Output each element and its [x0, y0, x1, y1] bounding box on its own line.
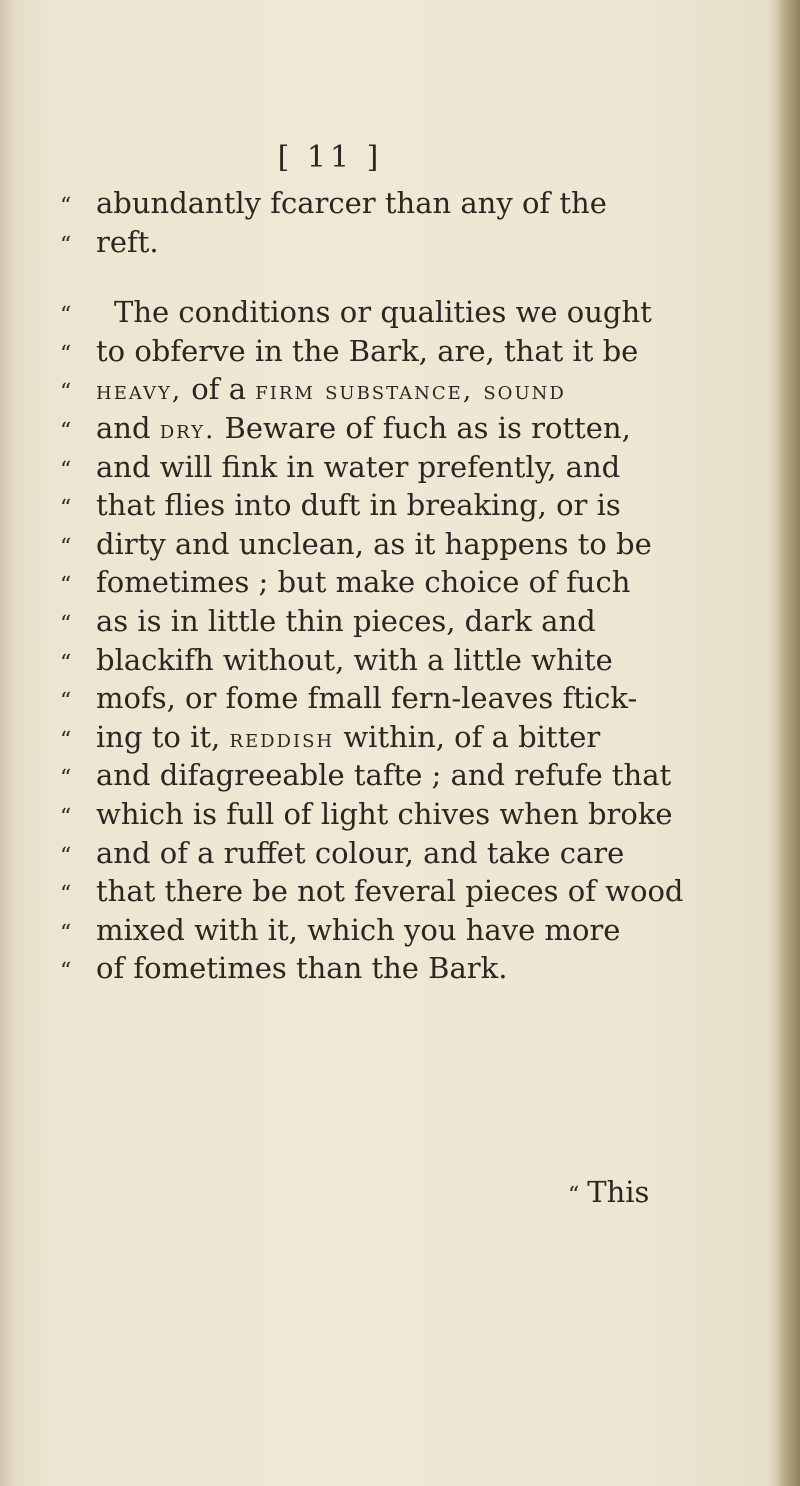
text-line-content: and of a ruffet colour, and take care	[96, 835, 625, 870]
quote-mark: “	[60, 611, 72, 637]
text-run: Beware of fuch as is rotten,	[215, 410, 631, 445]
page-left-edge	[0, 0, 14, 1486]
quote-mark: “	[60, 232, 72, 258]
text-line-content: and difagreeable tafte ; and refufe that	[96, 758, 672, 793]
text-line	[60, 295, 720, 334]
quote-mark: “	[60, 341, 72, 367]
small-caps-text: reddish	[229, 723, 335, 754]
small-caps-text: dry.	[159, 414, 216, 445]
text-line-content: mixed with it, which you have more	[96, 912, 621, 947]
quote-mark: “	[60, 843, 72, 869]
quote-mark: “	[60, 882, 72, 908]
text-line-content: to obferve in the Bark, are, that it be	[96, 333, 639, 368]
quote-mark: “	[60, 650, 72, 676]
text-line	[60, 604, 720, 643]
text-line	[60, 372, 720, 411]
quote-mark: “	[60, 194, 72, 219]
text-line-content: blackifh without, with a little white	[96, 642, 613, 677]
catchword-text: This	[587, 1175, 650, 1209]
text-line-content: which is full of light chives when broke	[96, 796, 673, 831]
text-line-content: The conditions or qualities we ought	[114, 295, 652, 330]
quote-mark: “	[60, 303, 72, 329]
text-line-content: dirty and unclean, as it happens to be	[96, 526, 652, 561]
small-caps-text: firm substance, sound	[255, 376, 566, 407]
quote-mark: “	[60, 380, 72, 406]
quote-mark: “	[60, 727, 72, 753]
text-line-content: of fometimes than the Bark.	[96, 951, 508, 986]
text-line	[60, 643, 720, 682]
catchword	[568, 1175, 649, 1209]
quote-mark: “	[568, 1183, 580, 1208]
text-line	[60, 913, 720, 952]
quote-mark: “	[60, 689, 72, 715]
text-line	[60, 720, 720, 759]
text-line-content	[96, 720, 720, 754]
text-line-content: that there be not feveral pieces of wood	[96, 874, 684, 909]
text-line-content: fometimes ; but make choice of fuch	[96, 565, 631, 600]
quote-mark: “	[60, 573, 72, 599]
text-line-content: that flies into duft in breaking, or is	[96, 488, 621, 523]
text-run: and	[96, 410, 160, 445]
text-line	[60, 527, 720, 566]
page-binding-edge	[778, 0, 800, 1486]
quote-mark: “	[60, 804, 72, 830]
text-line	[60, 225, 720, 264]
text-line-content	[96, 372, 720, 406]
text-line	[60, 836, 720, 875]
text-line	[60, 951, 720, 990]
quote-mark: “	[60, 766, 72, 792]
quote-mark: “	[60, 534, 72, 560]
text-line	[60, 758, 720, 797]
text-line-content: abundantly fcarcer than any of the	[96, 186, 607, 220]
text-line	[60, 488, 720, 527]
text-line	[60, 565, 720, 604]
text-line	[60, 450, 720, 489]
text-run: of a	[182, 372, 256, 407]
text-run: ing to it,	[96, 719, 230, 754]
quote-mark: “	[60, 959, 72, 985]
text-line	[60, 797, 720, 836]
quote-mark: “	[60, 496, 72, 522]
text-line	[60, 186, 720, 225]
text-line	[60, 334, 720, 373]
text-line	[60, 681, 720, 720]
text-line-content: and will fink in water prefently, and	[96, 449, 621, 484]
quote-mark: “	[60, 920, 72, 946]
small-caps-text: heavy,	[96, 376, 183, 407]
text-line-content: mofs, or fome fmall fern-leaves ftick-	[96, 681, 638, 716]
text-run: within, of a bitter	[334, 719, 601, 754]
quote-mark: “	[60, 457, 72, 483]
text-line-content	[96, 411, 720, 445]
page-number: [ 11 ]	[277, 140, 383, 175]
text-line-content: reft.	[96, 224, 159, 259]
body-text	[60, 186, 720, 990]
text-line	[60, 874, 720, 913]
quote-mark: “	[60, 418, 72, 444]
text-line	[60, 411, 720, 450]
text-line-content: as is in little thin pieces, dark and	[96, 603, 596, 638]
